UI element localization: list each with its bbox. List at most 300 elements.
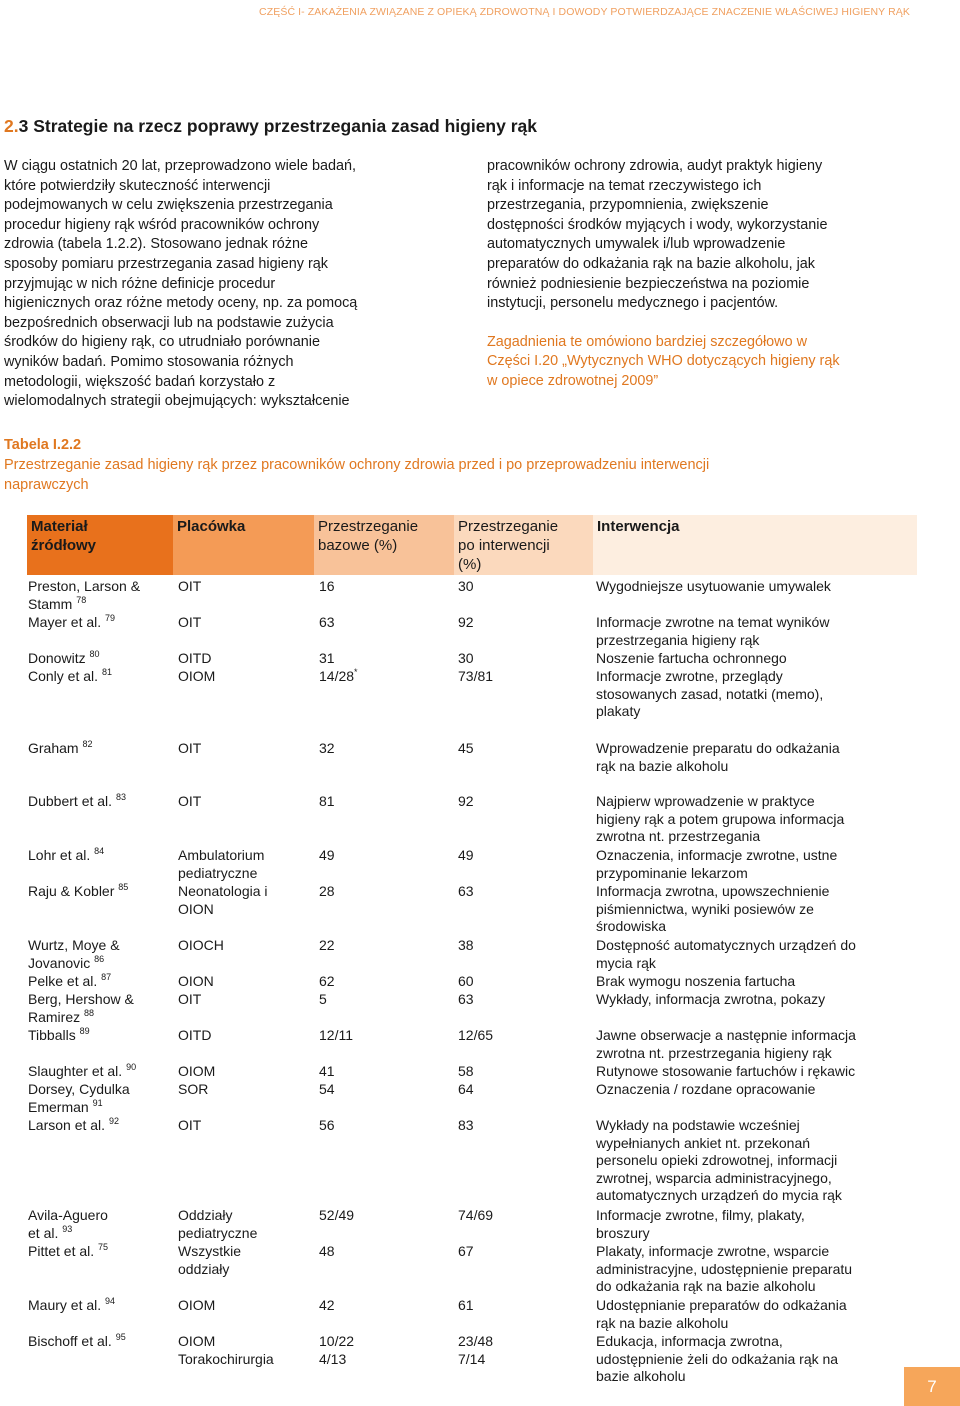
cell-text: automatycznych urządzeń do mycia rąk <box>596 1187 842 1203</box>
table-cell-post <box>458 578 588 596</box>
cell-text: OIT <box>178 578 202 594</box>
table-cell-site <box>178 1117 314 1135</box>
table-cell-post <box>458 668 588 686</box>
cell-text: OIT <box>178 614 202 630</box>
cell-line <box>28 740 173 758</box>
table-cell-post <box>458 1081 588 1099</box>
paragraph-line: zdrowia (tabela 1.2.2). Stosowano jednak różne <box>4 236 308 253</box>
cell-line <box>28 793 173 811</box>
table-cell-site <box>178 578 314 596</box>
table-cell-site <box>178 847 314 882</box>
cell-line <box>178 1261 314 1279</box>
cell-text: zwrotna nt. przestrzegania <box>596 828 761 844</box>
cell-text: Pittet et al. <box>28 1243 95 1259</box>
table-cell-base <box>319 1117 449 1135</box>
cell-text: Wszystkie <box>178 1243 241 1259</box>
column-header <box>27 515 173 575</box>
cell-line <box>596 883 916 901</box>
cell-text: Ambulatorium <box>178 847 265 863</box>
cell-text: 16 <box>319 578 335 594</box>
cell-text: stosowanych zasad, notatki (memo), <box>596 685 824 702</box>
cell-text: 22 <box>319 937 335 953</box>
reference-superscript: 94 <box>105 1296 116 1306</box>
cell-text: Oddziały <box>178 1207 233 1223</box>
table-cell-site <box>178 937 314 955</box>
cell-text: Ramirez <box>28 1008 81 1025</box>
cell-line <box>596 828 916 846</box>
table-cell-intervention <box>596 991 916 1009</box>
cell-text: SOR <box>178 1081 209 1097</box>
cell-line <box>319 793 449 811</box>
cell-line <box>178 883 314 901</box>
table-cell-intervention <box>596 1063 916 1081</box>
cell-text: zwrotnej, wsparcia administracyjnego, <box>596 1169 832 1186</box>
cell-line <box>319 847 449 865</box>
cell-text: 5 <box>319 991 327 1007</box>
cell-line <box>319 650 449 668</box>
footnote-marker: * <box>354 667 358 677</box>
cell-line <box>596 1187 916 1205</box>
cell-line <box>458 740 588 758</box>
cell-line <box>28 1099 173 1117</box>
table-cell-intervention <box>596 650 916 668</box>
cell-text: OIOM <box>178 1297 216 1313</box>
cell-line <box>319 1063 449 1081</box>
cell-line <box>319 973 449 991</box>
cell-text: Informacje zwrotne, przeglądy <box>596 668 783 684</box>
page-number: 7 <box>927 1376 937 1396</box>
reference-superscript: 91 <box>92 1097 103 1108</box>
table-cell-post <box>458 937 588 955</box>
cell-line <box>28 973 173 991</box>
cell-text: rąk na bazie alkoholu <box>596 1314 729 1331</box>
table-cell-base <box>319 973 449 991</box>
cell-line <box>28 614 173 632</box>
table-cell-base <box>319 793 449 811</box>
cell-text: pediatryczne <box>178 864 258 881</box>
cell-text: 64 <box>458 1081 474 1097</box>
paragraph-line: wielomodalnych strategii obejmujących: wykształcenie <box>4 393 350 410</box>
cell-line <box>596 668 916 686</box>
cell-text: 58 <box>458 1063 474 1079</box>
caption-line: Przestrzeganie zasad higieny rąk przez pracowników ochrony zdrowia przed i po przeprowadzeniu interwencji <box>4 457 710 473</box>
cell-line <box>28 650 173 668</box>
cell-text: higieny rąk a potem grupowa informacja <box>596 810 845 827</box>
table-cell-site <box>178 1207 314 1242</box>
cell-line <box>458 1351 588 1369</box>
column-header-line: Materiał <box>31 518 88 535</box>
table-cell-source <box>28 740 173 758</box>
table-cell-source <box>28 973 173 991</box>
paragraph-line: bezpośrednich obserwacji lub na podstawie zużycia <box>4 314 334 331</box>
column-header-line: (%) <box>458 556 482 573</box>
cell-text: 81 <box>319 793 335 809</box>
cell-line <box>178 1243 314 1261</box>
reference-line: w opiece zdrowotnej 2009” <box>487 372 659 389</box>
paragraph-line: W ciągu ostatnich 20 lat, przeprowadzono wiele badań, <box>4 158 356 174</box>
cell-text: Oznaczenia, informacje zwrotne, ustne <box>596 847 838 863</box>
column-header-line: po interwencji <box>458 537 550 554</box>
cell-line <box>458 991 588 1009</box>
cell-text: OIOM <box>178 1063 216 1079</box>
cell-text: Informacja zwrotna, upowszechnienie <box>596 883 830 899</box>
column-header-line: Interwencja <box>597 518 680 535</box>
cell-text: OIT <box>178 991 202 1007</box>
paragraph-line: przyjmując w nich różne definicje procedur <box>4 275 276 292</box>
cell-line <box>596 865 916 883</box>
paragraph-line: sposoby pomiaru przestrzegania zasad higieny rąk <box>4 255 328 272</box>
column-header <box>314 515 454 575</box>
cell-line <box>596 1368 916 1386</box>
cell-text: Dubbert et al. <box>28 793 113 809</box>
reference-superscript: 87 <box>101 972 112 982</box>
cell-text: Graham <box>28 740 79 756</box>
table-cell-site <box>178 1243 314 1278</box>
table-cell-site <box>178 883 314 918</box>
cell-text: OION <box>178 973 214 989</box>
cell-text: zwrotna nt. przestrzegania higieny rąk <box>596 1044 832 1061</box>
paragraph-line: przestrzegania, przypomnienia, zwiększenie <box>487 197 769 214</box>
cell-text: 74/69 <box>458 1207 494 1223</box>
cell-text: 48 <box>319 1243 335 1259</box>
cell-text: Dostępność automatycznych urządzeń do <box>596 937 856 953</box>
cell-line <box>458 668 588 686</box>
table-cell-source <box>28 668 173 686</box>
cell-line <box>458 650 588 668</box>
cell-text: Plakaty, informacje zwrotne, wsparcie <box>596 1243 830 1259</box>
cell-line <box>596 632 916 650</box>
table-cell-source <box>28 1027 173 1045</box>
reference-superscript: 75 <box>98 1242 109 1252</box>
reference-superscript: 95 <box>115 1332 126 1342</box>
cell-text: 38 <box>458 937 474 953</box>
cell-line <box>596 1081 916 1099</box>
cell-line <box>28 1027 173 1045</box>
cell-line <box>596 650 916 668</box>
paragraph-line: metodologii, większość badań korzystało z <box>4 373 276 390</box>
cell-line <box>458 937 588 955</box>
cell-line <box>319 668 449 686</box>
cell-line <box>178 1333 314 1351</box>
table-cell-intervention <box>596 1333 916 1386</box>
paragraph-line: dostępności środków myjących i wody, wykorzystanie <box>487 216 828 233</box>
cell-text: OITD <box>178 1027 212 1043</box>
table-cell-source <box>28 1207 173 1242</box>
table-cell-site <box>178 1027 314 1045</box>
cell-line <box>458 1297 588 1315</box>
table-cell-source <box>28 1117 173 1135</box>
cell-text: Pelke et al. <box>28 973 98 989</box>
cell-text: OIOCH <box>178 937 224 953</box>
cell-text: 10/22 <box>319 1333 355 1349</box>
cell-text: Brak wymogu noszenia fartucha <box>596 973 796 989</box>
cell-text: Larson et al. <box>28 1117 106 1133</box>
section-title-text: 3 Strategie na rzecz poprawy przestrzegania zasad higieny rąk <box>18 116 537 136</box>
running-header: CZĘŚĆ I- ZAKAŻENIA ZWIĄZANE Z OPIEKĄ ZDROWOTNĄ I DOWODY POTWIERDZAJĄCE ZNACZENIE WŁAŚCIWEJ HIGIENY RĄK <box>259 6 910 18</box>
cell-text: 12/11 <box>319 1027 353 1043</box>
cell-line <box>28 955 173 973</box>
table-cell-source <box>28 883 173 901</box>
cross-reference-note <box>487 333 927 392</box>
table-cell-base <box>319 614 449 632</box>
cell-line <box>28 1333 173 1351</box>
cell-text: OIT <box>178 740 202 756</box>
table-cell-intervention <box>596 847 916 882</box>
table-cell-source <box>28 1063 173 1081</box>
cell-text: rąk na bazie alkoholu <box>596 757 729 774</box>
paragraph-line: pracowników ochrony zdrowia, audyt praktyk higieny <box>487 158 823 174</box>
cell-line <box>178 740 314 758</box>
table-cell-site <box>178 793 314 811</box>
cell-line <box>178 668 314 686</box>
cell-line <box>596 991 916 1009</box>
cell-line <box>28 1081 173 1099</box>
cell-line <box>28 578 173 596</box>
table-cell-post <box>458 847 588 865</box>
cell-line <box>178 1063 314 1081</box>
cell-line <box>458 614 588 632</box>
table-cell-intervention <box>596 668 916 721</box>
table-cell-source <box>28 793 173 811</box>
cell-line <box>458 973 588 991</box>
table-cell-base <box>319 1243 449 1261</box>
cell-text: udostępnienie żeli do odkażania rąk na <box>596 1350 839 1367</box>
cell-text: piśmiennictwa, wyniki posiewów ze <box>596 900 814 917</box>
column-header-line: Przestrzeganie <box>458 518 559 535</box>
table-cell-source <box>28 614 173 632</box>
cell-text: administracyjne, udostępnienie preparatu <box>596 1260 853 1277</box>
paragraph-line: higienicznych oraz różne metody oceny, np. za pomocą <box>4 295 358 312</box>
cell-line <box>28 1009 173 1027</box>
cell-text: Emerman <box>28 1098 89 1115</box>
paragraph-line: które potwierdziły skuteczność interwencji <box>4 177 271 194</box>
cell-text: 32 <box>319 740 335 756</box>
cell-text: Udostępnianie preparatów do odkażania <box>596 1297 847 1313</box>
reference-superscript: 85 <box>118 882 129 892</box>
cell-text: Avila-Aguero <box>28 1207 108 1223</box>
cell-text: Wprowadzenie preparatu do odkażania <box>596 740 840 756</box>
cell-text: personelu opieki zdrowotnej, informacji <box>596 1152 838 1168</box>
reference-superscript: 92 <box>108 1116 119 1126</box>
table-cell-source <box>28 1297 173 1315</box>
cell-line <box>319 1243 449 1261</box>
table-cell-source <box>28 937 173 972</box>
cell-line <box>28 847 173 865</box>
cell-line <box>178 578 314 596</box>
cell-line <box>178 1027 314 1045</box>
cell-text: 52/49 <box>319 1207 355 1223</box>
cell-text: 4/13 <box>319 1350 347 1367</box>
cell-line <box>596 901 916 919</box>
cell-text: broszury <box>596 1224 650 1241</box>
cell-text: Conly et al. <box>28 668 99 684</box>
cell-line <box>458 1063 588 1081</box>
cell-text: 61 <box>458 1297 474 1313</box>
cell-text: 83 <box>458 1117 474 1133</box>
column-header <box>173 515 314 575</box>
cell-text: 67 <box>458 1243 474 1259</box>
cell-text: 63 <box>458 991 474 1007</box>
cell-text: OIT <box>178 793 202 809</box>
section-title <box>4 116 537 137</box>
cell-text: 63 <box>458 883 474 899</box>
cell-line <box>596 686 916 704</box>
cell-text: 62 <box>319 973 335 989</box>
cell-text: Rutynowe stosowanie fartuchów i rękawic <box>596 1063 856 1079</box>
table-caption <box>4 456 934 495</box>
cell-text: wypełnianych ankiet nt. przekonań <box>596 1134 811 1151</box>
cell-line <box>596 847 916 865</box>
column-header <box>593 515 917 575</box>
cell-text: Wygodniejsze usytuowanie umywalek <box>596 578 831 594</box>
cell-line <box>319 1081 449 1099</box>
cell-text: Slaughter et al. <box>28 1063 123 1079</box>
cell-text: Wykłady, informacja zwrotna, pokazy <box>596 991 826 1007</box>
table-cell-base <box>319 883 449 901</box>
cell-text: 63 <box>319 614 335 630</box>
table-cell-intervention <box>596 1117 916 1205</box>
cell-text: 92 <box>458 614 474 630</box>
cell-line <box>596 1045 916 1063</box>
table-cell-post <box>458 1297 588 1315</box>
paragraph-line: instytucji, personelu medycznego i pacjentów. <box>487 295 779 312</box>
cell-text: Wurtz, Moye & <box>28 937 120 953</box>
cell-text: Dorsey, Cydulka <box>28 1081 130 1097</box>
paragraph-line: rąk i informacje na temat rzeczywistego ich <box>487 177 762 194</box>
table-cell-post <box>458 1027 588 1045</box>
cell-text: Neonatologia i <box>178 883 268 899</box>
table-cell-source <box>28 650 173 668</box>
cell-text: Preston, Larson & <box>28 578 141 594</box>
cell-line <box>178 901 314 919</box>
cell-line <box>458 847 588 865</box>
cell-text: bazie alkoholu <box>596 1368 686 1384</box>
cell-line <box>178 1081 314 1099</box>
paragraph-line: wyników badań. Pomimo stosowania różnych <box>4 353 294 370</box>
cell-text: Jovanovic <box>28 954 91 971</box>
right-column-text <box>487 157 927 392</box>
reference-superscript: 81 <box>101 667 112 677</box>
cell-line <box>319 1027 449 1045</box>
table-cell-intervention <box>596 1207 916 1242</box>
cell-line <box>458 578 588 596</box>
table-cell-base <box>319 991 449 1009</box>
cell-text: Torakochirurgia <box>178 1350 274 1367</box>
table-cell-site <box>178 991 314 1009</box>
table-cell-intervention <box>596 1081 916 1099</box>
cell-line <box>458 1117 588 1135</box>
cell-text: oddziały <box>178 1260 230 1277</box>
cell-text: Raju & Kobler <box>28 883 115 899</box>
cell-line <box>178 1225 314 1243</box>
cell-text: pediatryczne <box>178 1224 258 1241</box>
cell-line <box>28 1243 173 1261</box>
table-cell-post <box>458 1243 588 1261</box>
table-cell-site <box>178 1081 314 1099</box>
cell-line <box>28 1063 173 1081</box>
cell-line <box>28 668 173 686</box>
cell-text: mycia rąk <box>596 954 656 971</box>
table-cell-base <box>319 1297 449 1315</box>
reference-superscript: 90 <box>126 1062 137 1072</box>
cell-text: 54 <box>319 1081 335 1097</box>
cell-line <box>596 1170 916 1188</box>
cell-line <box>319 1351 449 1369</box>
table-cell-source <box>28 1333 173 1351</box>
table-cell-base <box>319 740 449 758</box>
cell-line <box>596 1063 916 1081</box>
table-cell-site <box>178 1333 314 1368</box>
table-cell-site <box>178 973 314 991</box>
cell-line <box>596 793 916 811</box>
table-cell-intervention <box>596 1243 916 1296</box>
cell-line <box>178 793 314 811</box>
cell-line <box>596 955 916 973</box>
table-cell-intervention <box>596 937 916 972</box>
cell-line <box>319 578 449 596</box>
column-header-line: bazowe (%) <box>318 537 398 554</box>
cell-line <box>319 614 449 632</box>
cell-text: przestrzegania higieny rąk <box>596 631 760 648</box>
cell-text: Jawne obserwacje a następnie informacja <box>596 1027 856 1043</box>
table-cell-intervention <box>596 1027 916 1062</box>
cell-line <box>28 1117 173 1135</box>
table-cell-base <box>319 650 449 668</box>
cell-line <box>319 937 449 955</box>
cell-text: Mayer et al. <box>28 614 102 630</box>
reference-superscript: 89 <box>79 1026 90 1036</box>
cell-text: Edukacja, informacja zwrotna, <box>596 1333 783 1349</box>
reference-superscript: 80 <box>89 649 100 659</box>
cell-text: 45 <box>458 740 474 756</box>
cell-line <box>458 1027 588 1045</box>
reference-superscript: 82 <box>82 739 93 749</box>
cell-line <box>178 847 314 865</box>
cell-line <box>458 883 588 901</box>
reference-superscript: 93 <box>62 1223 73 1234</box>
table-cell-source <box>28 991 173 1026</box>
table-cell-post <box>458 614 588 632</box>
cell-line <box>596 1152 916 1170</box>
cell-line <box>596 1207 916 1225</box>
paragraph-line: preparatów do odkażania rąk na bazie alkoholu, jak <box>487 255 815 272</box>
cell-text: Lohr et al. <box>28 847 91 863</box>
table-cell-source <box>28 1243 173 1261</box>
table-cell-site <box>178 614 314 632</box>
cell-text: 92 <box>458 793 474 809</box>
table-cell-post <box>458 991 588 1009</box>
table-cell-post <box>458 883 588 901</box>
cell-line <box>178 937 314 955</box>
column-header-line: Placówka <box>177 518 246 535</box>
cell-text: 60 <box>458 973 474 989</box>
cell-line <box>178 614 314 632</box>
cell-text: Bischoff et al. <box>28 1333 112 1349</box>
reference-superscript: 84 <box>94 846 105 856</box>
cell-text: OIOM <box>178 668 216 684</box>
table-header-row <box>27 515 917 575</box>
cell-line <box>178 1117 314 1135</box>
cell-line <box>178 1297 314 1315</box>
cell-line <box>458 1207 588 1225</box>
cell-line <box>596 973 916 991</box>
cell-text: OIOM <box>178 1333 216 1349</box>
table-cell-intervention <box>596 973 916 991</box>
table-cell-post <box>458 1117 588 1135</box>
reference-superscript: 78 <box>76 594 87 605</box>
column-header-line: źródłowy <box>31 537 97 554</box>
cell-line <box>319 1297 449 1315</box>
